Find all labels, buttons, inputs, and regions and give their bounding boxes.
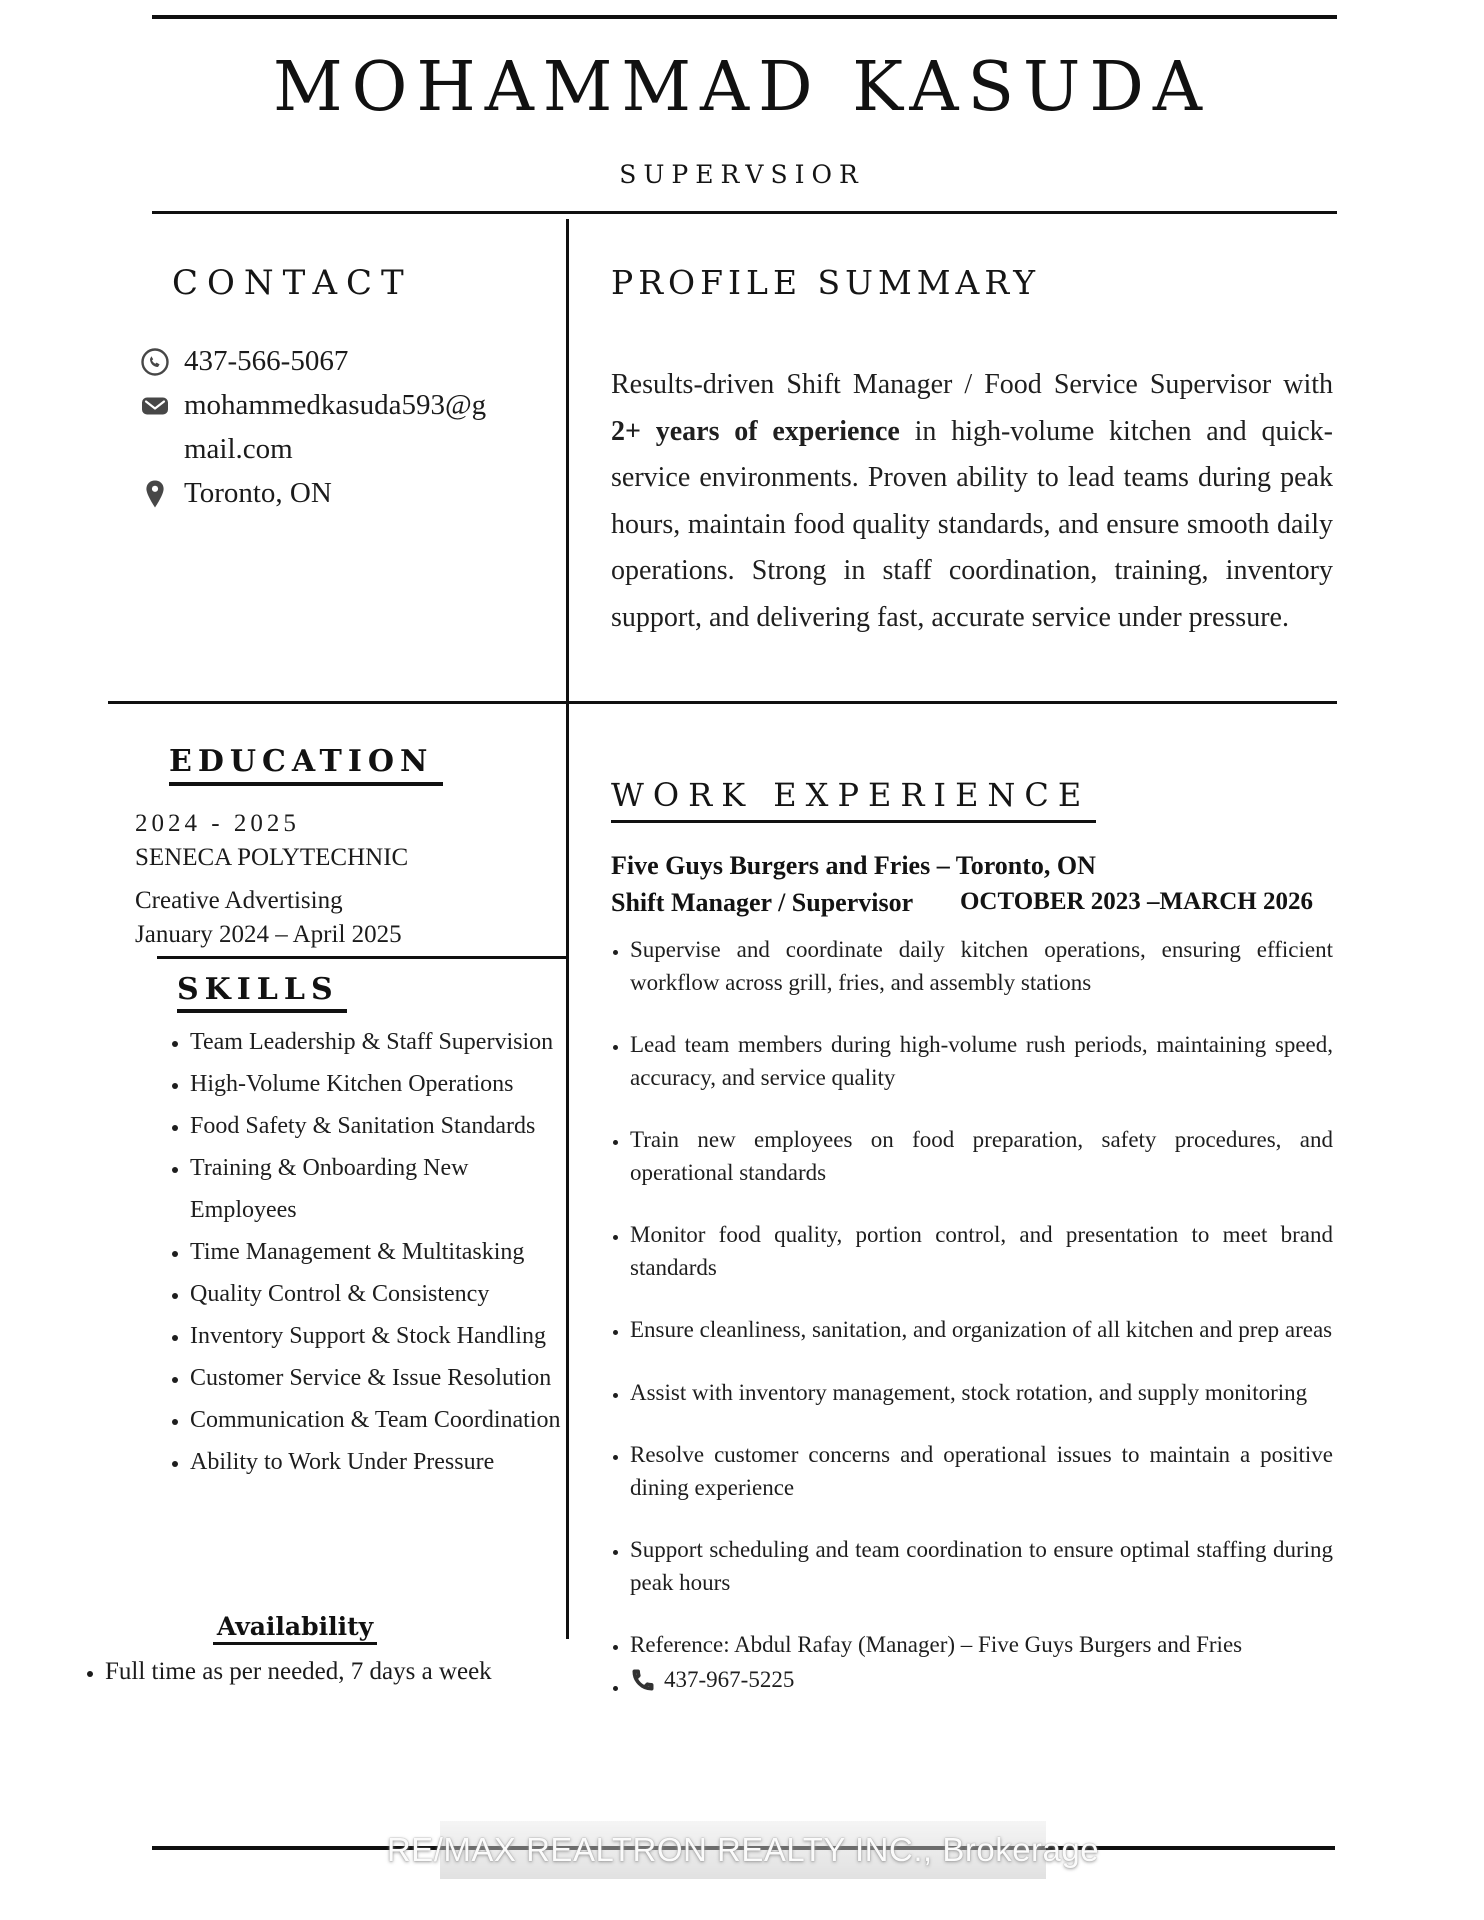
work-bullet: • Resolve customer concerns and operational issues to maintain a positive dining experience	[630, 1439, 1333, 1504]
availability-heading: Availability	[213, 1612, 377, 1645]
skill-item: • Communication & Team Coordination	[190, 1399, 567, 1441]
watermark-text: RE/MAX REALTRON REALTY INC., Brokerage	[386, 1831, 1100, 1868]
contact-location-value: Toronto, ON	[184, 477, 332, 509]
work-reference-phone-row	[630, 1664, 1333, 1703]
contact-email-row	[140, 383, 560, 471]
profile-summary-text	[611, 362, 1333, 641]
job-title: SUPERVSIOR	[619, 160, 865, 189]
profile-summary-heading: PROFILE SUMMARY	[611, 263, 1040, 302]
availability-section	[55, 1612, 535, 1689]
education-years: 2024 - 2025	[135, 810, 300, 837]
work-bullet: • Supervise and coordinate daily kitchen operations, ensuring efficient workflow across grill, fries, and assembly stations	[630, 934, 1333, 999]
person-name: MOHAMMAD KASUDA	[273, 48, 1211, 127]
contact-phone-row	[140, 339, 560, 383]
work-role-row	[611, 888, 1333, 918]
skills-heading: SKILLS	[177, 972, 347, 1013]
work-experience-section	[611, 776, 1333, 1704]
skill-item: • Team Leadership & Staff Supervision	[190, 1021, 567, 1063]
phone-icon	[140, 346, 170, 376]
contact-list	[140, 339, 560, 515]
skill-item: • Quality Control & Consistency	[190, 1273, 567, 1315]
work-bullet: • Monitor food quality, portion control, and presentation to meet brand standards	[630, 1219, 1333, 1284]
work-company: Five Guys Burgers and Fries – Toronto, ON	[611, 851, 1096, 880]
location-icon	[140, 478, 170, 508]
profile-text-after: in high-volume kitchen and quick-service environments. Proven ability to lead teams during peak hours, maintain food quality standards, and ensure smooth daily operations. Strong in staff coordination, training, inventory support, and delivering fast, accurate service under pressure.	[611, 415, 1333, 633]
availability-item: • Full time as per needed, 7 days a week	[105, 1655, 535, 1689]
work-reference: • Reference: Abdul Rafay (Manager) – Five Guys Burgers and Fries	[630, 1629, 1333, 1662]
skill-item: • Food Safety & Sanitation Standards	[190, 1105, 567, 1147]
education-section	[135, 744, 565, 949]
skills-top-rule	[157, 956, 566, 959]
skill-item: • Customer Service & Issue Resolution	[190, 1357, 567, 1399]
work-bullet: • Lead team members during high-volume rush periods, maintaining speed, accuracy, and service quality	[630, 1029, 1333, 1094]
profile-summary-section	[611, 263, 1333, 641]
work-bullet-list	[611, 934, 1333, 1702]
education-dates: January 2024 – April 2025	[135, 921, 402, 948]
work-role: Shift Manager / Supervisor	[611, 888, 914, 917]
profile-text-before: Results-driven Shift Manager / Food Service Supervisor with	[611, 369, 1333, 400]
availability-list	[55, 1655, 535, 1689]
skill-item: • Ability to Work Under Pressure	[190, 1441, 567, 1483]
contact-heading: CONTACT	[172, 263, 413, 303]
header-rule	[152, 211, 1337, 214]
contact-email-value: mohammedkasuda593@gmail.com	[184, 389, 487, 465]
middle-rule	[108, 701, 1337, 704]
work-reference-phone: • 437-967-5225	[664, 1666, 795, 1692]
email-icon	[140, 390, 170, 420]
skill-item: • High-Volume Kitchen Operations	[190, 1063, 567, 1105]
education-program: Creative Advertising	[135, 887, 343, 914]
brokerage-watermark	[386, 1821, 1100, 1879]
work-dates: OCTOBER 2023 –MARCH 2026	[959, 888, 1313, 915]
education-heading: EDUCATION	[169, 744, 443, 786]
work-bullet: • Assist with inventory management, stock rotation, and supply monitoring	[630, 1377, 1333, 1410]
handset-icon	[630, 1667, 656, 1693]
profile-text-bold: 2+ years of experience	[611, 415, 900, 447]
work-experience-heading: WORK EXPERIENCE	[611, 776, 1096, 823]
work-bullet: • Ensure cleanliness, sanitation, and organization of all kitchen and prep areas	[630, 1314, 1333, 1347]
contact-section	[140, 263, 560, 515]
work-bullet: • Support scheduling and team coordination to ensure optimal staffing during peak hours	[630, 1534, 1333, 1599]
work-bullet: • Train new employees on food preparation, safety procedures, and operational standards	[630, 1124, 1333, 1189]
contact-location-row	[140, 471, 560, 515]
skill-item: • Inventory Support & Stock Handling	[190, 1315, 567, 1357]
contact-phone-value: 437-566-5067	[184, 345, 349, 377]
skills-list	[135, 1021, 567, 1483]
skill-item: • Time Management & Multitasking	[190, 1231, 567, 1273]
skill-item: • Training & Onboarding New Employees	[190, 1147, 567, 1231]
skills-section	[135, 972, 567, 1483]
top-rule	[152, 15, 1337, 19]
education-school: SENECA POLYTECHNIC	[135, 844, 409, 871]
